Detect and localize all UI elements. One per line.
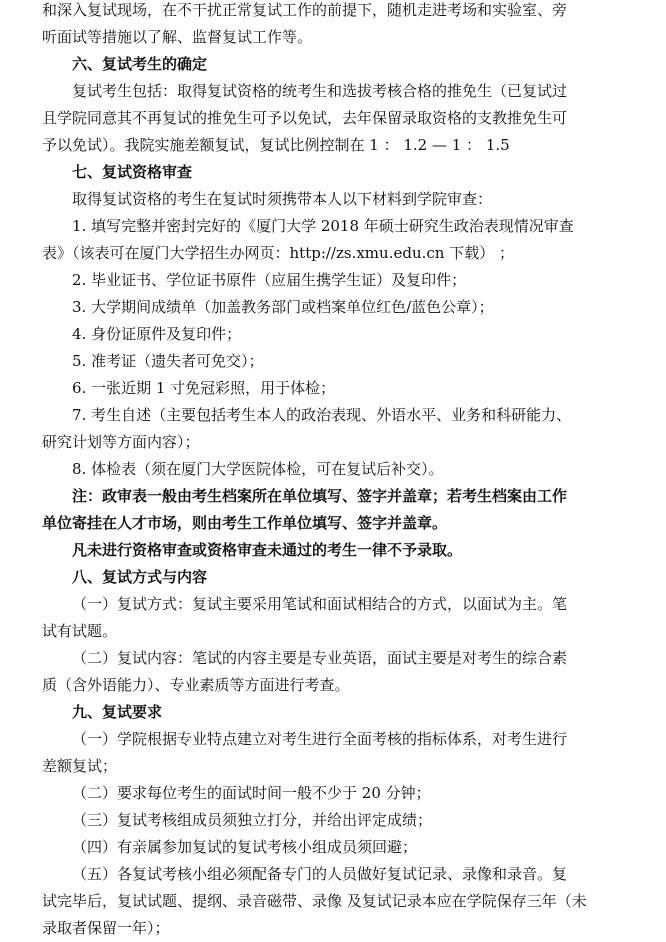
note-line: 单位寄挂在人才市场，则由考生工作单位填写、签字并盖章。 <box>42 514 448 532</box>
list-item: 3. 大学期间成绩单（加盖教务部门或档案单位红色/蓝色公章）； <box>72 298 494 316</box>
paragraph-line: （一）学院根据专业特点建立对考生进行全面考核的指标体系，对考生进行 <box>72 730 568 748</box>
paragraph-line: 表》（该表可在厦门大学招生办网页：http://zs.xmu.edu.cn 下载） ； <box>42 244 514 262</box>
paragraph-line: （二）要求每位考生的面试时间一般不少于 20 分钟； <box>72 784 431 802</box>
paragraph-line: 差额复试； <box>42 757 118 775</box>
paragraph-line: 试有试题。 <box>42 622 118 640</box>
paragraph-line: 且学院同意其不再复试的推免生可予以免试，去年保留录取资格的支教推免生可 <box>42 109 568 127</box>
list-item: 1. 填写完整并密封完好的《厦门大学 2018 年硕士研究生政治表现情况审查 <box>72 217 574 235</box>
list-item: 2. 毕业证书、学位证书原件（应届生携学生证）及复印件； <box>72 271 467 289</box>
paragraph-line: 取得复试资格的考生在复试时须携带本人以下材料到学院审查： <box>72 190 493 208</box>
paragraph-line: （二）复试内容：笔试的内容主要是专业英语，面试主要是对考生的综合素 <box>72 649 568 667</box>
paragraph-line: 录取者保留一年）； <box>42 919 170 937</box>
paragraph-line: 和深入复试现场，在不干扰正常复试工作的前提下，随机走进考场和实验室、旁 <box>42 1 568 19</box>
section-heading: 六、复试考生的确定 <box>72 55 208 73</box>
warning-line: 凡未进行资格审查或资格审查未通过的考生一律不予录取。 <box>72 541 463 559</box>
paragraph-line: （三）复试考核组成员须独立打分，并给出评定成绩； <box>72 811 433 829</box>
paragraph-line: （五）各复试考核小组必须配备专门的人员做好复试记录、录像和录音。复 <box>72 865 568 883</box>
section-heading: 七、复试资格审查 <box>72 163 193 181</box>
note-line: 注：政审表一般由考生档案所在单位填写、签字并盖章；若考生档案由工作 <box>72 487 568 505</box>
list-item: 4. 身份证原件及复印件； <box>72 325 242 343</box>
paragraph-line: （一）复试方式：复试主要采用笔试和面试相结合的方式，以面试为主。笔 <box>72 595 568 613</box>
section-heading: 九、复试要求 <box>72 703 163 721</box>
paragraph-line: 予以免试）。我院实施差额复试，复试比例控制在 1 ： 1.2 — 1 ： 1.5 <box>42 136 510 154</box>
paragraph-line: 质（含外语能力）、专业素质等方面进行考查。 <box>42 676 350 694</box>
list-item: 7. 考生自述（主要包括考生本人的政治表现、外语水平、业务和科研能力、 <box>72 406 572 424</box>
paragraph-line: 复试考生包括：取得复试资格的统考生和选拔考核合格的推免生（已复试过 <box>72 82 568 100</box>
paragraph-line: 听面试等措施以了解、监督复试工作等。 <box>42 28 313 46</box>
list-item: 5. 准考证（遗失者可免交）； <box>72 352 264 370</box>
paragraph-line: 试完毕后，复试试题、提纲、录音磁带、录像 及复试记录本应在学院保存三年（未 <box>42 892 587 910</box>
list-item: 6. 一张近期 1 寸免冠彩照，用于体检； <box>72 379 336 397</box>
section-heading: 八、复试方式与内容 <box>72 568 208 586</box>
paragraph-line: （四）有亲属参加复试的复试考核小组成员须回避； <box>72 838 418 856</box>
list-item: 8. 体检表（须在厦门大学医院体检，可在复试后补交）。 <box>72 460 444 478</box>
paragraph-line: 研究计划等方面内容）； <box>42 433 200 451</box>
